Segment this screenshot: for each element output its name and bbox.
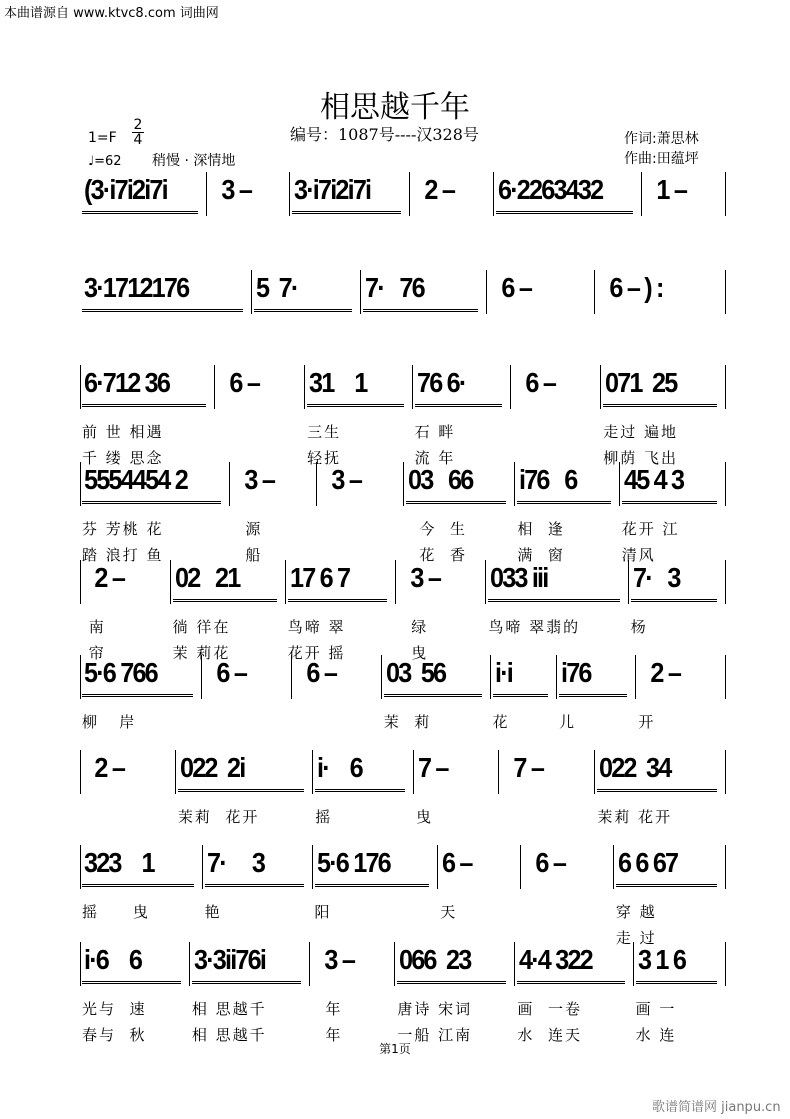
- beam-underline: [173, 599, 277, 602]
- lyric-verse-1: 茉莉 花开: [597, 808, 673, 826]
- beam-underline: [205, 884, 304, 887]
- barline: [80, 462, 81, 506]
- measure-notes: 5·6 176: [316, 847, 390, 878]
- measure-notes: 6 –: [524, 847, 565, 878]
- measure: [80, 270, 252, 314]
- lyric-verse-1: 年: [311, 1000, 343, 1018]
- barline: [80, 560, 81, 604]
- beam-underline: [288, 599, 387, 602]
- measure-notes: i· 6: [317, 752, 363, 783]
- lyric-verse-1: 花: [492, 713, 510, 731]
- measure-notes: 7· 3: [632, 562, 680, 593]
- measure: [410, 172, 494, 216]
- beam-underline: [517, 981, 624, 984]
- lyric-verse-1: 穿 越: [615, 903, 657, 921]
- beam-underline: [559, 694, 627, 697]
- lyric-verse-1: 源: [231, 520, 263, 538]
- measure: [511, 365, 601, 409]
- measure-notes: 17 6 7: [289, 562, 350, 593]
- beam-underline: [622, 501, 717, 504]
- lyric-verse-1: 芬 芳桃 花: [82, 520, 164, 538]
- lyric-verse-1: 唐诗 宋词: [397, 1000, 473, 1018]
- measure-notes: 6 –: [491, 272, 532, 303]
- measure: [176, 750, 313, 826]
- measure: [601, 365, 726, 467]
- music-system: [80, 560, 726, 662]
- lyric-verse-1: 今 生: [405, 520, 467, 538]
- lyricist: 作词:萧思林: [624, 131, 699, 147]
- beam-underline: [82, 981, 181, 984]
- lyric-verse-1: 摇: [315, 808, 333, 826]
- lyric-verse-1: 柳 岸: [82, 713, 137, 731]
- beam-underline: [397, 981, 506, 984]
- measure-notes: 6 –: [296, 657, 337, 688]
- measure: [515, 462, 619, 564]
- measure: [310, 942, 395, 1044]
- measure: [413, 365, 511, 467]
- lyric-verse-1: 鸟啼 翠: [287, 618, 346, 636]
- measure: [286, 560, 396, 662]
- measure: [361, 270, 487, 314]
- measure-notes: 3 –: [313, 944, 355, 975]
- lyric-verse-1: 开: [638, 713, 656, 731]
- beam-underline: [82, 211, 198, 214]
- measure: [207, 172, 291, 216]
- measure-notes: 03 56: [385, 657, 445, 688]
- lyric-verse-1: 南: [82, 618, 106, 636]
- lyric-verse-1: 三生: [307, 423, 342, 441]
- measure: [171, 560, 286, 662]
- measure: [491, 655, 558, 731]
- measure-notes: 6·2263432: [498, 174, 603, 205]
- measure-notes: 45 4 3: [623, 464, 684, 495]
- measure: [80, 845, 203, 921]
- lyric-verse-1: 画 一: [635, 1000, 677, 1018]
- music-system: [80, 750, 726, 826]
- lyric-verse-1: 画 一卷: [517, 1000, 582, 1018]
- beam-underline: [82, 884, 194, 887]
- beam-underline: [636, 981, 717, 984]
- music-system: [80, 845, 726, 947]
- key-signature: 1=F: [88, 130, 117, 146]
- measure: [252, 270, 361, 314]
- barline: [80, 845, 81, 889]
- lyric-verse-1: 天: [440, 903, 458, 921]
- lyric-verse-1: 曳: [415, 808, 433, 826]
- measure: [203, 845, 313, 921]
- beam-underline: [493, 694, 549, 697]
- measure-notes: 7 –: [503, 752, 544, 783]
- measure: [292, 655, 382, 699]
- measure: [486, 560, 628, 636]
- measure: [614, 845, 726, 947]
- lyric-verse-1: 杨: [630, 618, 648, 636]
- measure-notes: 03 66: [407, 464, 473, 495]
- measure-notes: 3·3ii76i: [193, 944, 265, 975]
- lyric-verse-2: 茉 莉花: [172, 644, 231, 662]
- time-signature: [132, 118, 144, 147]
- music-system: [80, 655, 726, 731]
- lyric-verse-2: 踏 浪打 鱼: [82, 546, 164, 564]
- measure: [636, 655, 726, 731]
- measure: [382, 655, 491, 731]
- lyric-verse-2: 一船 江南: [397, 1026, 473, 1044]
- barline: [80, 750, 81, 794]
- beam-underline: [406, 501, 506, 504]
- lyric-verse-2: 流 年: [414, 449, 456, 467]
- song-title: 相思越千年: [320, 90, 470, 125]
- measure-notes: 3 –: [210, 174, 251, 205]
- measure: [395, 942, 515, 1044]
- catalog-number: 编号：1087号----汉328号: [290, 125, 479, 144]
- measure: [290, 172, 410, 216]
- measure: [642, 172, 726, 216]
- lyric-verse-1: 走过 遍地: [603, 423, 678, 441]
- beam-underline: [496, 211, 633, 214]
- lyric-verse-2: 水 连天: [517, 1026, 582, 1044]
- measure-notes: 323 1: [84, 847, 154, 878]
- music-system: [80, 270, 726, 316]
- lyric-verse-2: 清风: [621, 546, 656, 564]
- lyric-verse-1: 光与 速: [82, 1000, 147, 1018]
- measure: [620, 462, 726, 564]
- beam-underline: [517, 501, 610, 504]
- measure: [438, 845, 521, 921]
- measure-notes: 6 –: [219, 367, 260, 398]
- measure: [595, 750, 726, 826]
- expression-mark: 稍慢 · 深情地: [152, 153, 236, 169]
- barline: [80, 655, 81, 699]
- tempo-mark: ♩=62: [88, 154, 122, 169]
- measure-notes: 7· 3: [206, 847, 264, 878]
- lyric-verse-1: 徜 徉在: [172, 618, 231, 636]
- measure-notes: 5 7·: [255, 272, 298, 303]
- beam-underline: [597, 789, 717, 792]
- lyric-verse-2: 年: [311, 1026, 343, 1044]
- beam-underline: [315, 789, 405, 792]
- measure: [230, 462, 317, 564]
- beam-underline: [631, 599, 717, 602]
- measure: [202, 655, 292, 699]
- lyric-verse-1: 儿: [559, 713, 577, 731]
- lyric-verse-1: 花开 江: [621, 520, 680, 538]
- measure-notes: 2 –: [414, 174, 455, 205]
- music-system: [80, 942, 726, 1044]
- measure-notes: 7 –: [417, 752, 448, 783]
- measure-notes: 6 –: [515, 367, 556, 398]
- lyric-verse-2: 曳: [397, 644, 429, 662]
- beam-underline: [82, 694, 193, 697]
- lyric-verse-1: 摇 曳: [82, 903, 150, 921]
- measure-notes: i76: [561, 657, 591, 688]
- measure: [80, 462, 230, 564]
- lyric-verse-1: 相 思越千: [191, 1000, 267, 1018]
- measure-notes: 5554454 2: [84, 464, 187, 495]
- measure-notes: 7· 76: [364, 272, 424, 303]
- measure: [305, 365, 412, 467]
- beam-underline: [82, 309, 243, 312]
- lyric-verse-2: 千 缕 思念: [82, 449, 164, 467]
- beam-underline: [82, 404, 206, 407]
- lyric-verse-1: 茉 莉: [383, 713, 432, 731]
- lyric-verse-2: 轻抚: [307, 449, 342, 467]
- lyric-verse-1: 绿: [397, 618, 429, 636]
- measure-notes: i·i: [494, 657, 512, 688]
- beam-underline: [292, 211, 401, 214]
- lyric-verse-2: 走 过: [615, 929, 657, 947]
- measure: [80, 365, 215, 467]
- measure: [396, 560, 487, 662]
- measure-notes: 02 21: [174, 562, 240, 593]
- music-system: [80, 172, 726, 218]
- measure-notes: 2 –: [84, 562, 125, 593]
- music-system: [80, 365, 726, 467]
- time-sig-top: 2: [133, 117, 143, 133]
- measure: [521, 845, 614, 889]
- measure-notes: 6 – ) :: [598, 272, 663, 303]
- measure-notes: 2 –: [640, 657, 681, 688]
- measure-notes: 3·1712176: [84, 272, 189, 303]
- lyric-verse-2: 船: [231, 546, 263, 564]
- measure-notes: 6·712 36: [84, 367, 170, 398]
- measure-notes: 3 –: [320, 464, 361, 495]
- measure-notes: 3·i7i2i7i: [294, 174, 371, 205]
- measure: [80, 655, 202, 731]
- source-note: 本曲谱源自 www.ktvc8.com 词曲网: [4, 6, 219, 21]
- measure-notes: 022 34: [599, 752, 671, 783]
- lyric-verse-1: 阳: [314, 903, 332, 921]
- measure: [80, 942, 190, 1044]
- measure-notes: 76 6·: [416, 367, 466, 398]
- lyric-verse-2: 帘: [82, 644, 106, 662]
- measure: [629, 560, 726, 636]
- beam-underline: [254, 309, 352, 312]
- beam-underline: [315, 884, 430, 887]
- measure-notes: i76 6: [519, 464, 577, 495]
- lyric-verse-1: 前 世 相遇: [82, 423, 164, 441]
- measure: [404, 462, 515, 564]
- beam-underline: [192, 981, 301, 984]
- measure: [494, 172, 642, 216]
- lyric-verse-1: 茉莉 花开: [177, 808, 260, 826]
- measure-notes: 1 –: [646, 174, 687, 205]
- measure: [215, 365, 305, 409]
- measure: [313, 845, 439, 921]
- beam-underline: [616, 884, 717, 887]
- measure-notes: 022 2i: [179, 752, 245, 783]
- measure-notes: 066 23: [399, 944, 471, 975]
- barline: [80, 365, 81, 409]
- beam-underline: [488, 599, 619, 602]
- lyric-verse-2: 满 窗: [517, 546, 565, 564]
- beam-underline: [415, 404, 502, 407]
- beam-underline: [82, 501, 221, 504]
- beam-underline: [307, 404, 403, 407]
- beam-underline: [178, 789, 304, 792]
- lyric-verse-2: 春与 秋: [82, 1026, 147, 1044]
- measure: [80, 560, 171, 662]
- beam-underline: [363, 309, 478, 312]
- measure-notes: 3 –: [399, 562, 440, 593]
- measure-notes: (3·i7i2i7i: [84, 174, 167, 205]
- measure: [499, 750, 595, 794]
- measure: [317, 462, 404, 506]
- lyric-verse-2: 水 连: [635, 1026, 677, 1044]
- measure-notes: 033 iii: [490, 562, 548, 593]
- lyric-verse-1: 石 畔: [414, 423, 456, 441]
- lyric-verse-2: 相 思越千: [191, 1026, 267, 1044]
- measure: [414, 750, 500, 826]
- watermark: 歌谱简谱网 jianpu.cn: [652, 1100, 781, 1115]
- measure-notes: 31 1: [309, 367, 367, 398]
- page-number: 第1页: [379, 1042, 411, 1056]
- measure-notes: 2 –: [84, 752, 125, 783]
- measure-notes: 6 6 67: [617, 847, 678, 878]
- measure-notes: 6 –: [442, 847, 472, 878]
- lyric-verse-2: 花 香: [405, 546, 467, 564]
- measure: [313, 750, 414, 826]
- measure: [190, 942, 310, 1044]
- composer: 作曲:田蕴坪: [624, 151, 699, 167]
- measure: [557, 655, 636, 731]
- measure: [487, 270, 595, 314]
- beam-underline: [603, 404, 717, 407]
- measure-notes: i·6 6: [84, 944, 142, 975]
- measure: [515, 942, 633, 1044]
- lyric-verse-2: 花开 摇: [287, 644, 346, 662]
- measure-notes: 3 –: [233, 464, 274, 495]
- lyric-verse-1: 艳: [204, 903, 222, 921]
- music-system: [80, 462, 726, 564]
- beam-underline: [384, 694, 482, 697]
- measure-notes: 4·4 322: [519, 944, 593, 975]
- measure-notes: 5·6 766: [84, 657, 157, 688]
- measure-notes: 071 25: [605, 367, 677, 398]
- measure-notes: 6 –: [206, 657, 247, 688]
- lyric-verse-2: 柳荫 飞出: [603, 449, 678, 467]
- barline: [80, 942, 81, 986]
- measure: [80, 750, 176, 794]
- measure: [634, 942, 726, 1044]
- time-sig-bottom: 4: [133, 132, 143, 148]
- lyric-verse-1: 鸟啼 翠翡的: [488, 618, 581, 636]
- measure: [595, 270, 726, 314]
- lyric-verse-1: 相 逢: [517, 520, 565, 538]
- measure-notes: 3 1 6: [637, 944, 685, 975]
- measure: [80, 172, 207, 216]
